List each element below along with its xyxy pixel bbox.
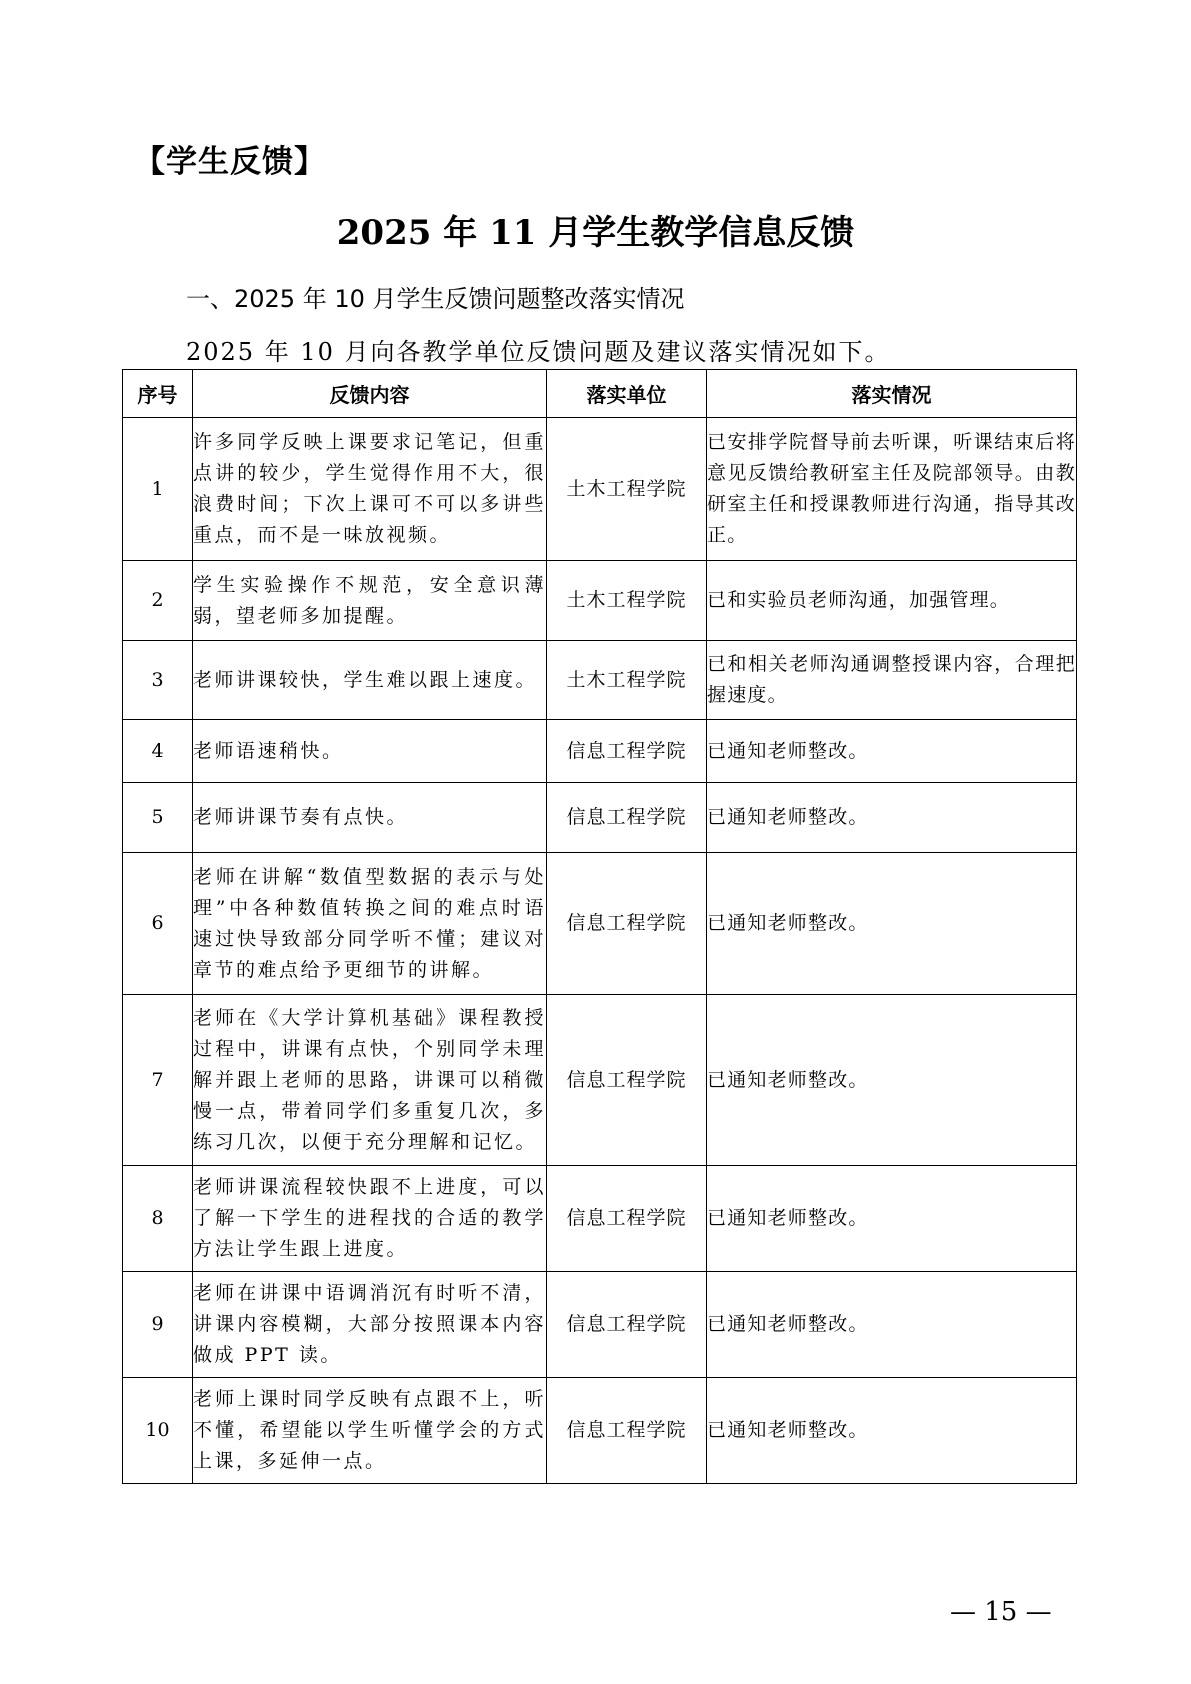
table-row — [123, 995, 1077, 1166]
row-status: 已通知老师整改。 — [707, 1378, 1077, 1484]
row-content: 老师讲课流程较快跟不上进度，可以了解一下学生的进程找的合适的教学方法让学生跟上进度。 — [193, 1166, 547, 1272]
row-unit: 土木工程学院 — [547, 561, 707, 641]
row-content: 老师在《大学计算机基础》课程教授过程中，讲课有点快，个别同学未理解并跟上老师的思路，讲课可以稍微慢一点，带着同学们多重复几次，多练习几次，以便于充分理解和记忆。 — [193, 995, 547, 1166]
table-row — [123, 783, 1077, 853]
row-content: 老师语速稍快。 — [193, 720, 547, 783]
table-row — [123, 641, 1077, 720]
table-row — [123, 720, 1077, 783]
row-status: 已通知老师整改。 — [707, 1272, 1077, 1378]
section-tag: 【学生反馈】 — [134, 144, 326, 180]
row-num: 8 — [123, 1166, 193, 1272]
section-heading: 一、2025 年 10 月学生反馈问题整改落实情况 — [186, 285, 685, 313]
row-content: 学生实验操作不规范，安全意识薄弱，望老师多加提醒。 — [193, 561, 547, 641]
page-number: — 15 — — [950, 1597, 1052, 1627]
table-row — [123, 1272, 1077, 1378]
row-num: 9 — [123, 1272, 193, 1378]
row-unit: 信息工程学院 — [547, 1166, 707, 1272]
row-content: 许多同学反映上课要求记笔记，但重点讲的较少，学生觉得作用不大，很浪费时间；下次上课可不可以多讲些重点，而不是一味放视频。 — [193, 418, 547, 561]
header-content: 反馈内容 — [193, 370, 547, 418]
row-num: 10 — [123, 1378, 193, 1484]
row-unit: 信息工程学院 — [547, 1378, 707, 1484]
header-status: 落实情况 — [707, 370, 1077, 418]
row-status: 已通知老师整改。 — [707, 783, 1077, 853]
row-status: 已和相关老师沟通调整授课内容，合理把握速度。 — [707, 641, 1077, 720]
row-content: 老师讲课较快，学生难以跟上速度。 — [193, 641, 547, 720]
row-num: 2 — [123, 561, 193, 641]
table-row — [123, 853, 1077, 995]
row-num: 6 — [123, 853, 193, 995]
row-num: 5 — [123, 783, 193, 853]
row-unit: 土木工程学院 — [547, 641, 707, 720]
row-num: 3 — [123, 641, 193, 720]
row-unit: 信息工程学院 — [547, 720, 707, 783]
row-content: 老师在讲解“数值型数据的表示与处理”中各种数值转换之间的难点时语速过快导致部分同学听不懂；建议对章节的难点给予更细节的讲解。 — [193, 853, 547, 995]
row-unit: 信息工程学院 — [547, 1272, 707, 1378]
row-unit: 土木工程学院 — [547, 418, 707, 561]
header-num: 序号 — [123, 370, 193, 418]
row-unit: 信息工程学院 — [547, 853, 707, 995]
row-status: 已和实验员老师沟通，加强管理。 — [707, 561, 1077, 641]
page-title: 2025 年 11 月学生教学信息反馈 — [336, 213, 855, 253]
row-unit: 信息工程学院 — [547, 783, 707, 853]
row-num: 7 — [123, 995, 193, 1166]
table-row — [123, 1378, 1077, 1484]
row-num: 1 — [123, 418, 193, 561]
row-num: 4 — [123, 720, 193, 783]
row-status: 已通知老师整改。 — [707, 995, 1077, 1166]
row-status: 已通知老师整改。 — [707, 720, 1077, 783]
intro-paragraph: 2025 年 10 月向各教学单位反馈问题及建议落实情况如下。 — [186, 338, 891, 366]
row-status: 已安排学院督导前去听课，听课结束后将意见反馈给教研室主任及院部领导。由教研室主任和授课教师进行沟通，指导其改正。 — [707, 418, 1077, 561]
table-row — [123, 561, 1077, 641]
row-status: 已通知老师整改。 — [707, 853, 1077, 995]
table-header-row — [123, 370, 1077, 418]
feedback-table — [122, 369, 1077, 1484]
row-unit: 信息工程学院 — [547, 995, 707, 1166]
table-row — [123, 1166, 1077, 1272]
row-status: 已通知老师整改。 — [707, 1166, 1077, 1272]
header-unit: 落实单位 — [547, 370, 707, 418]
row-content: 老师在讲课中语调消沉有时听不清，讲课内容模糊，大部分按照课本内容做成 PPT 读。 — [193, 1272, 547, 1378]
row-content: 老师上课时同学反映有点跟不上，听不懂，希望能以学生听懂学会的方式上课，多延伸一点。 — [193, 1378, 547, 1484]
row-content: 老师讲课节奏有点快。 — [193, 783, 547, 853]
table-row — [123, 418, 1077, 561]
